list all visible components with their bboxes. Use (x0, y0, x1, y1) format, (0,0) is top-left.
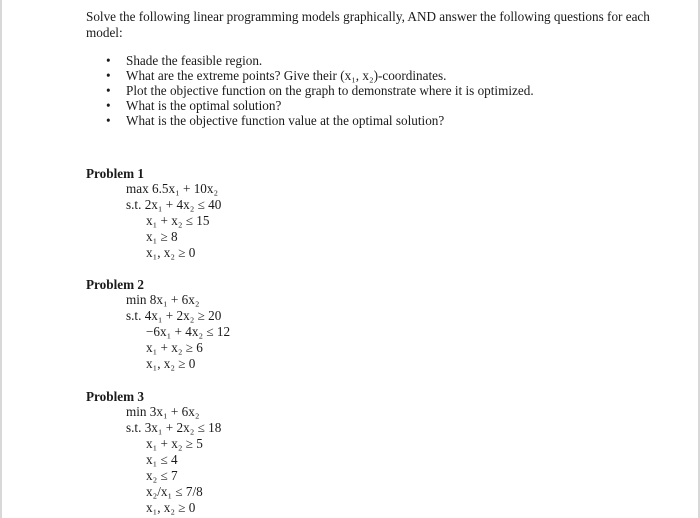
problem-title: Problem 1 (86, 166, 144, 181)
question-list (86, 53, 676, 128)
constraint: x₁, x₂ ≥ 0 (146, 500, 196, 515)
problem-3 (86, 389, 486, 516)
first-constraint-row (126, 420, 486, 436)
first-constraint-row (126, 308, 486, 324)
constraint: x₁, x₂ ≥ 0 (146, 245, 196, 260)
question-item: • What are the extreme points? Give their (x₁, x₂)-coordinates. (106, 68, 676, 83)
constraint: 3x₁ + 2x₂ ≤ 18 (144, 420, 222, 435)
instructions-text: Solve the following linear programming models graphically, AND answer the following questions for each model: (86, 9, 650, 40)
subject-to-label: s.t. (126, 308, 142, 323)
first-constraint-row (126, 197, 486, 213)
problem-1 (86, 166, 486, 261)
objective-function: max 6.5x₁ + 10x₂ (126, 181, 219, 196)
constraint: 4x₁ + 2x₂ ≥ 20 (144, 308, 222, 323)
constraint: x₁ + x₂ ≤ 15 (146, 213, 210, 228)
question-item: • Plot the objective function on the graph to demonstrate where it is optimized. (106, 83, 676, 98)
constraint: x₁ + x₂ ≥ 6 (146, 340, 203, 355)
constraint: x₁ ≥ 8 (146, 229, 178, 244)
problem-title: Problem 3 (86, 389, 144, 404)
constraint: x₁ ≤ 4 (146, 452, 178, 467)
document-page (86, 9, 676, 515)
constraint: −6x₁ + 4x₂ ≤ 12 (146, 324, 231, 339)
constraint: x₂ ≤ 7 (146, 468, 178, 483)
subject-to-label: s.t. (126, 197, 142, 212)
question-item: • What is the objective function value at the optimal solution? (106, 113, 676, 128)
question-item: • What is the optimal solution? (106, 98, 676, 113)
objective-function: min 8x₁ + 6x₂ (126, 292, 200, 307)
subject-to-label: s.t. (126, 420, 142, 435)
constraint: 2x₁ + 4x₂ ≤ 40 (144, 197, 222, 212)
problem-title: Problem 2 (86, 277, 144, 292)
question-item: • Shade the feasible region. (106, 53, 676, 68)
constraint: x₁, x₂ ≥ 0 (146, 356, 196, 371)
objective-function: min 3x₁ + 6x₂ (126, 404, 200, 419)
constraint: x₂/x₁ ≤ 7/8 (146, 484, 203, 499)
problem-2 (86, 277, 486, 372)
constraint: x₁ + x₂ ≥ 5 (146, 436, 203, 451)
